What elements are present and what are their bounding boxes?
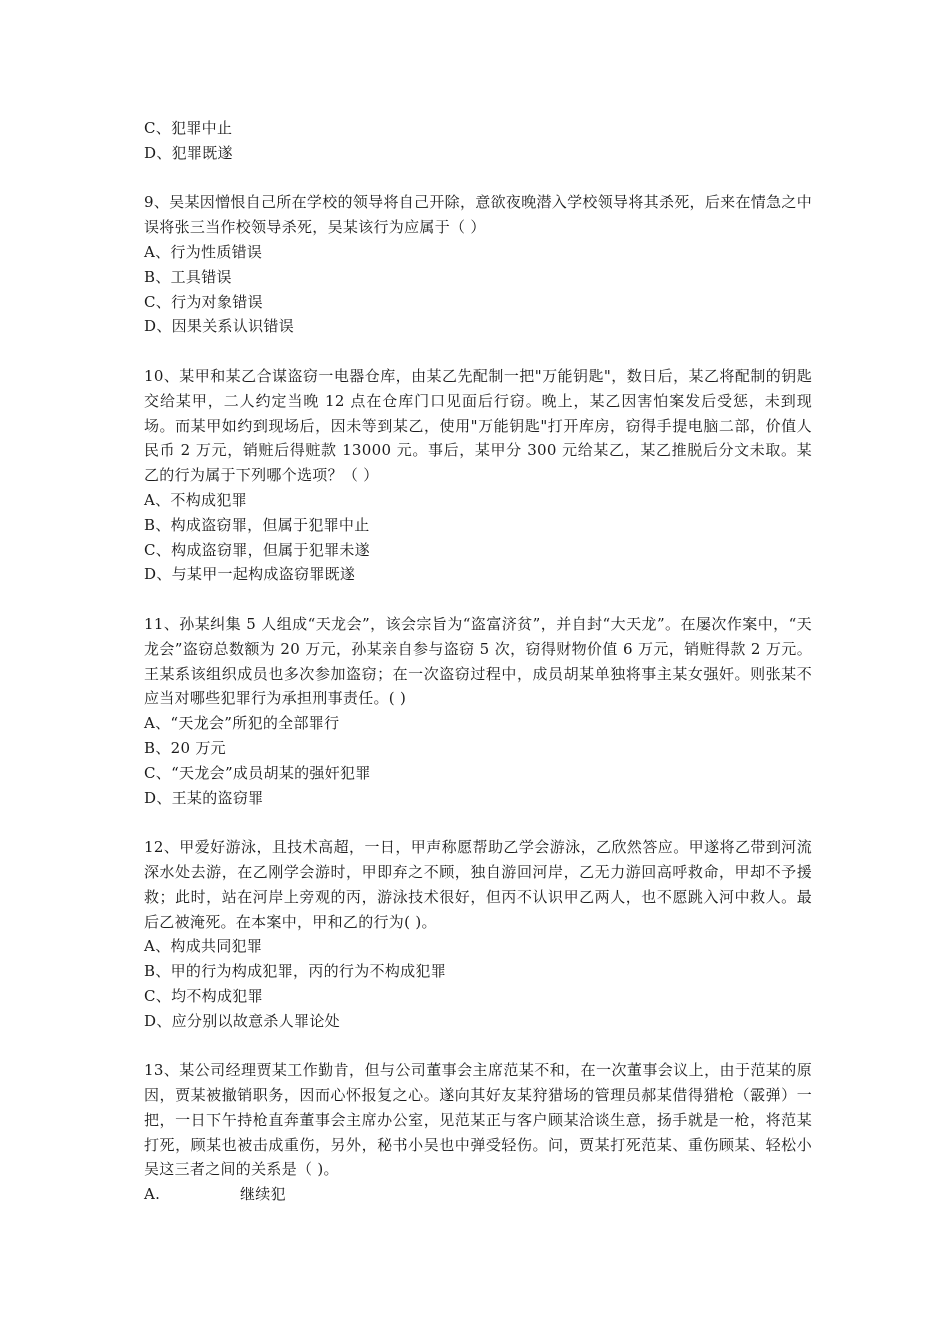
q11-option-a: A、“天龙会”所犯的全部罪行	[144, 714, 340, 733]
q10-stem: 10、某甲和某乙合谋盗窃一电器仓库，由某乙先配制一把"万能钥匙"，数日后，某乙将配制的钥匙交给某甲，二人约定当晚 12 点在仓库门口见面后行窃。晚上，某乙因害怕案发后受惩，未到现场。而某甲如约到现场后，因未等到某乙，使用"万能钥匙"打开库房，窃得手提电脑二部，价值人民币 2 万元，销赃后得赃款 13000 元。事后，某甲分 300 元给某乙，某乙推脱后分文未取。某乙的行为属于下列哪个选项？（ ）	[144, 366, 812, 485]
q12-option-c: C、均不构成犯罪	[144, 986, 263, 1005]
q8-option-c: C、犯罪中止	[144, 119, 233, 137]
q9-option-b: B、工具错误	[144, 267, 232, 286]
q12-option-b: B、甲的行为构成犯罪，丙的行为不构成犯罪	[144, 962, 447, 981]
q10-option-d: D、与某甲一起构成盗窃罪既遂	[144, 565, 356, 584]
q9-option-a: A、行为性质错误	[144, 242, 263, 261]
q11-stem: 11、孙某纠集 5 人组成“天龙会”，该会宗旨为“盗富济贫”，并自封“大天龙”。在屡次作案中，“天龙会”盗窃总数额为 20 万元，孙某亲自参与盗窃 5 次，窃得财物价值 6 万元，销赃得款 2 万元。王某系该组织成员也多次参加盗窃；在一次盗窃过程中，成员胡某单独将事主某女强奸。则张某不应当对哪些犯罪行为承担刑事责任。( )	[144, 614, 812, 708]
q10-option-a: A、不构成犯罪	[144, 490, 247, 509]
q11-option-c: C、“天龙会”成员胡某的强奸犯罪	[144, 763, 371, 782]
spacer	[144, 166, 812, 191]
q10-option-c: C、构成盗窃罪，但属于犯罪未遂	[144, 540, 370, 559]
q13-option-a-letter: A.	[144, 1185, 161, 1204]
q8-option-d: D、犯罪既遂	[144, 143, 233, 162]
q13-option-a-text: 继续犯	[240, 1185, 286, 1204]
q11-option-d: D、王某的盗窃罪	[144, 788, 264, 807]
q12-option-d: D、应分别以故意杀人罪论处	[144, 1011, 340, 1030]
spacer	[144, 1033, 812, 1058]
q9-stem: 9、吴某因憎恨自己所在学校的领导将自己开除，意欲夜晚潜入学校领导将其杀死，后来在情急之中误将张三当作校领导杀死，吴某该行为应属于（ ）	[144, 193, 812, 237]
document-page	[144, 116, 812, 1207]
spacer	[144, 339, 812, 364]
spacer	[144, 810, 812, 835]
q9-option-c: C、行为对象错误	[144, 292, 263, 311]
q12-stem: 12、甲爱好游泳，且技术高超，一日，甲声称愿帮助乙学会游泳，乙欣然答应。甲遂将乙带到河流深水处去游，在乙刚学会游时，甲即弃之不顾，独自游回河岸，乙无力游回高呼救命，甲却不予援救；此时，站在河岸上旁观的丙，游泳技术很好，但丙不认识甲乙两人，也不愿跳入河中救人。最后乙被淹死。在本案中，甲和乙的行为( )。	[144, 838, 812, 931]
q10-option-b: B、构成盗窃罪，但属于犯罪中止	[144, 515, 370, 534]
q13-option-a	[144, 1182, 812, 1207]
spacer	[144, 587, 812, 612]
q11-option-b: B、20 万元	[144, 738, 226, 757]
q13-stem: 13、某公司经理贾某工作勤肯，但与公司董事会主席范某不和，在一次董事会议上，由于范某的原因，贾某被撤销职务，因而心怀报复之心。遂向其好友某狩猎场的管理员郝某借得猎枪（霰弹）一把，一日下午持枪直奔董事会主席办公室，见范某正与客户顾某洽谈生意，扬手就是一枪，将范某打死，顾某也被击成重伤，另外，秘书小吴也中弹受轻伤。问，贾某打死范某、重伤顾某、轻松小吴这三者之间的关系是（ )。	[144, 1061, 812, 1179]
q12-option-a: A、构成共同犯罪	[144, 937, 263, 956]
q9-option-d: D、因果关系认识错误	[144, 317, 295, 336]
